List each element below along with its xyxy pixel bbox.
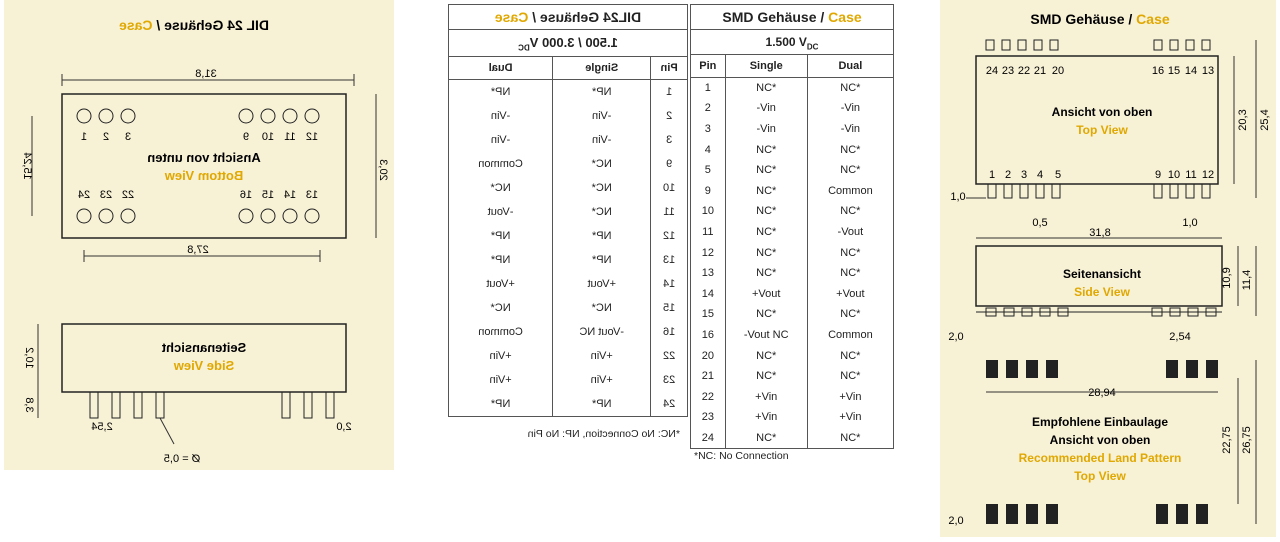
dual-cell: NC* xyxy=(807,78,893,99)
dual-cell: NC* xyxy=(807,263,893,284)
smd-table-title-accent: Case xyxy=(828,9,862,25)
col-dual: Dual xyxy=(807,55,893,78)
dil-table-voltage: 1.500 / 3.000 V xyxy=(529,35,618,50)
table-row xyxy=(449,152,687,176)
pin-cell: 16 xyxy=(701,328,714,341)
dual-cell: NC* xyxy=(807,345,893,366)
table-row xyxy=(691,386,893,407)
dual-cell: Common xyxy=(449,320,553,344)
single-cell: NP* xyxy=(553,392,651,416)
single-cell: NC* xyxy=(725,78,807,99)
smd-pin-label: 3 xyxy=(1020,169,1028,181)
col-pin: Pin xyxy=(651,57,687,80)
single-cell: NC* xyxy=(725,345,807,366)
single-cell: NC* xyxy=(553,152,651,176)
table-row xyxy=(691,201,893,222)
col-pin: Pin xyxy=(691,55,725,78)
smd-dim-1-0: 1,0 xyxy=(950,191,966,203)
dual-cell: +Vout xyxy=(449,272,553,296)
dil-side-de: Seitenansicht xyxy=(161,340,247,355)
dual-cell: Common xyxy=(807,325,893,346)
dual-cell: NC* xyxy=(449,296,553,320)
smd-dim-28-94: 28,94 xyxy=(1088,387,1116,399)
table-row xyxy=(691,345,893,366)
single-cell: NC* xyxy=(725,263,807,284)
smd-pin-table xyxy=(691,55,893,448)
dil-drawing-panel xyxy=(4,0,394,470)
single-cell: NC* xyxy=(725,304,807,325)
single-cell: -Vin xyxy=(553,128,651,152)
dil-pin-label: 12 xyxy=(305,131,319,143)
dual-cell: NP* xyxy=(449,248,553,272)
smd-top-view-de: Ansicht von oben xyxy=(1051,105,1153,119)
single-cell: NC* xyxy=(553,176,651,200)
smd-dim-26-75: 26,75 xyxy=(1241,426,1253,454)
smd-dim-25-4: 25,4 xyxy=(1259,109,1271,131)
table-row xyxy=(691,304,893,325)
single-cell: +Vin xyxy=(553,344,651,368)
dil-pin-label: 24 xyxy=(77,189,91,201)
dil-bottom-body xyxy=(62,94,346,238)
smd-side-en: Side View xyxy=(1074,285,1130,299)
smd-pin-label: 23 xyxy=(1001,65,1015,77)
smd-pin-label: 12 xyxy=(1201,169,1215,181)
dil-pin-label: 14 xyxy=(283,189,297,201)
table-row xyxy=(449,320,687,344)
smd-pin-label: 5 xyxy=(1054,169,1062,181)
dual-cell: NP* xyxy=(449,392,553,416)
pin-cell: 14 xyxy=(663,277,676,290)
smd-dim-10-9: 10,9 xyxy=(1221,267,1233,289)
single-cell: NP* xyxy=(553,248,651,272)
dil-pin-label: 3 xyxy=(124,131,132,143)
single-cell: +Vin xyxy=(725,407,807,428)
smd-dim-2-0: 2,0 xyxy=(948,331,964,343)
single-cell: +Vin xyxy=(553,368,651,392)
dil-pin-label: 11 xyxy=(284,131,296,143)
dil-table-title: DIL24 Gehäuse xyxy=(540,9,642,25)
pin-cell: 10 xyxy=(663,181,676,194)
dil-bottom-view-en: Bottom View xyxy=(164,168,244,183)
table-row xyxy=(449,104,687,128)
dil-side-en: Side View xyxy=(173,358,235,373)
smd-dim-2-0b: 2,0 xyxy=(948,515,964,527)
smd-dim-31-8: 31,8 xyxy=(1089,227,1111,239)
pin-cell: 22 xyxy=(701,390,714,403)
dual-cell: NC* xyxy=(807,160,893,181)
smd-dim-22-75: 22,75 xyxy=(1221,426,1233,454)
dual-cell: NC* xyxy=(807,428,893,449)
table-row xyxy=(449,272,687,296)
single-cell: NC* xyxy=(553,296,651,320)
pin-cell: 3 xyxy=(704,122,711,135)
pin-cell: 11 xyxy=(663,205,675,218)
dual-cell: +Vin xyxy=(449,344,553,368)
table-row xyxy=(691,160,893,181)
dil-bottom-view-de: Ansicht von unten xyxy=(147,150,261,165)
single-cell: NC* xyxy=(725,222,807,243)
dual-cell: NC* xyxy=(807,242,893,263)
pin-cell: 23 xyxy=(701,411,714,424)
smd-table-title: SMD Gehäuse xyxy=(722,9,817,25)
dil-pin-diam: Ø = 0,5 xyxy=(163,453,201,465)
single-cell: NC* xyxy=(725,428,807,449)
dil-dim-pitch: 2,54 xyxy=(91,421,113,433)
table-row xyxy=(449,368,687,392)
single-cell: NC* xyxy=(553,200,651,224)
col-dual: Dual xyxy=(449,57,553,80)
pin-cell: 22 xyxy=(663,349,676,362)
dil-table-note: *NC: No Connection, NP: No Pin xyxy=(527,428,680,440)
table-row xyxy=(449,200,687,224)
dil-dim-rowspan: 27,8 xyxy=(187,244,209,256)
single-cell: NC* xyxy=(725,180,807,201)
dual-cell: NC* xyxy=(807,304,893,325)
smd-land-en1: Recommended Land Pattern xyxy=(1018,451,1182,465)
smd-table-voltage-sub: DC xyxy=(806,42,819,52)
dil-dim-lead: 3,8 xyxy=(23,397,35,413)
smd-table-voltage: 1.500 V xyxy=(765,35,807,49)
dual-cell: NC* xyxy=(449,176,553,200)
pin-cell: 24 xyxy=(701,431,714,444)
dual-cell: NC* xyxy=(807,201,893,222)
single-cell: NC* xyxy=(725,366,807,387)
svg-text:SMD Gehäuse / Case: SMD Gehäuse / Case xyxy=(1030,11,1170,27)
single-cell: +Vout xyxy=(725,283,807,304)
pin-cell: 5 xyxy=(704,164,711,177)
pin-cell: 13 xyxy=(701,267,714,280)
smd-pin-label: 15 xyxy=(1167,65,1181,77)
pin-cell: 15 xyxy=(701,308,714,321)
dil-pin-label: 23 xyxy=(99,189,113,201)
table-row xyxy=(449,176,687,200)
smd-pin-label: 1 xyxy=(988,169,996,181)
table-row xyxy=(691,407,893,428)
table-row xyxy=(691,119,893,140)
table-row xyxy=(691,428,893,449)
smd-top-view-en: Top View xyxy=(1076,123,1128,137)
smd-dim-11-4: 11,4 xyxy=(1241,269,1253,291)
dil-dim-2: 2,0 xyxy=(336,421,352,433)
dil-title-accent: Case xyxy=(119,17,153,33)
dual-cell: -Vin xyxy=(807,98,893,119)
pin-cell: 11 xyxy=(702,225,714,238)
dil-dim-pinspan: 15,24 xyxy=(21,152,33,180)
smd-pin-label: 21 xyxy=(1033,65,1047,77)
dil-pin-label: 13 xyxy=(305,189,319,201)
single-cell: -Vin xyxy=(553,104,651,128)
dil-table-block: DIL24 Gehäuse / Case 1.500 / 3.000 $V_{DC}$ Pin Single Dual 1 NP* NP* 2 -Vin -Vin 3 -Vin -Vin 9 NC* Common 10 NC* NC* 11 NC* -Vout 12 NP* NP* 13 NP* NP* 14 +Vout +Vout 15 NC* NC* 16 -Vout NC Common 22 +Vin +Vin 23 +Vin +Vin 24 NP* NP* *NC: No Connection, NP: No Pin xyxy=(448,4,688,444)
smd-dim-0-5: 0,5 xyxy=(1032,217,1048,229)
single-cell: -Vout NC xyxy=(725,325,807,346)
table-row xyxy=(449,128,687,152)
dil-pin-label: 1 xyxy=(80,131,88,143)
pin-cell: 10 xyxy=(701,205,714,218)
pin-cell: 1 xyxy=(666,85,673,98)
table-row xyxy=(691,283,893,304)
table-row xyxy=(691,222,893,243)
svg-text:DIL 24 Gehäuse / Case: DIL 24 Gehäuse / Case xyxy=(119,17,269,33)
dual-cell: -Vout xyxy=(807,222,893,243)
dual-cell: NP* xyxy=(449,80,553,104)
pin-cell: 13 xyxy=(663,253,676,266)
pin-cell: 16 xyxy=(663,325,676,338)
dil-pin-label: 15 xyxy=(261,189,275,201)
smd-pin-label: 4 xyxy=(1036,169,1044,181)
dual-cell: -Vin xyxy=(449,104,553,128)
dil-pin-table xyxy=(449,57,687,416)
dil-dim-width: 31,8 xyxy=(195,68,217,80)
pin-cell: 4 xyxy=(704,143,711,156)
smd-dim-2-54: 2,54 xyxy=(1169,331,1191,343)
table-row xyxy=(449,80,687,104)
table-row xyxy=(691,325,893,346)
pin-cell: 1 xyxy=(704,82,711,95)
dual-cell: Common xyxy=(807,180,893,201)
smd-table-body xyxy=(691,78,893,449)
smd-dim-1-0b: 1,0 xyxy=(1182,217,1198,229)
pin-cell: 23 xyxy=(663,373,676,386)
smd-drawing-panel xyxy=(940,0,1276,537)
single-cell: -Vin xyxy=(725,119,807,140)
dil-pin-label: 9 xyxy=(242,131,250,143)
dual-cell: +Vin xyxy=(807,407,893,428)
single-cell: NP* xyxy=(553,224,651,248)
smd-pin-label: 14 xyxy=(1184,65,1198,77)
col-single: Single xyxy=(553,57,651,80)
pin-cell: 2 xyxy=(666,109,673,122)
dil-pin-label: 10 xyxy=(261,131,275,143)
table-row xyxy=(691,366,893,387)
dil-pin-label: 22 xyxy=(121,189,135,201)
pin-cell: 14 xyxy=(701,287,714,300)
dil-table-body xyxy=(449,80,687,416)
smd-pin-label: 9 xyxy=(1154,169,1162,181)
table-row xyxy=(691,78,893,99)
col-single: Single xyxy=(725,55,807,78)
smd-pin-label: 10 xyxy=(1167,169,1181,181)
smd-pin-label: 20 xyxy=(1051,65,1065,77)
dil-table-voltage-sub: DC xyxy=(518,43,530,53)
smd-pin-label: 2 xyxy=(1004,169,1012,181)
dual-cell: -Vin xyxy=(807,119,893,140)
table-row xyxy=(691,242,893,263)
dual-cell: +Vout xyxy=(807,283,893,304)
single-cell: +Vout xyxy=(553,272,651,296)
table-row xyxy=(449,392,687,416)
pin-cell: 12 xyxy=(701,246,714,259)
pin-cell: 3 xyxy=(666,133,673,146)
single-cell: NC* xyxy=(725,201,807,222)
smd-drawing-svg xyxy=(940,0,1276,537)
dil-dim-side-height: 10,2 xyxy=(23,347,35,369)
pin-cell: 20 xyxy=(701,349,714,362)
pin-cell: 12 xyxy=(663,229,676,242)
smd-table-note: *NC: No Connection xyxy=(694,450,789,462)
table-row xyxy=(449,344,687,368)
single-cell: +Vin xyxy=(725,386,807,407)
pin-cell: 24 xyxy=(663,397,676,410)
table-row xyxy=(691,180,893,201)
dual-cell: NC* xyxy=(807,366,893,387)
smd-pin-label: 24 xyxy=(985,65,999,77)
pin-cell: 15 xyxy=(663,301,676,314)
single-cell: NC* xyxy=(725,242,807,263)
dil-pin-label: 16 xyxy=(239,189,253,201)
smd-pin-label: 11 xyxy=(1185,169,1197,181)
dil-table-title-accent: Case xyxy=(494,9,529,25)
smd-dim-20-3: 20,3 xyxy=(1237,109,1249,131)
pin-cell: 9 xyxy=(666,157,673,170)
single-cell: NP* xyxy=(553,80,651,104)
table-row xyxy=(691,263,893,284)
smd-title: SMD Gehäuse xyxy=(1030,11,1125,27)
smd-land-de1: Empfohlene Einbaulage xyxy=(1031,415,1169,429)
pin-cell: 21 xyxy=(701,370,714,383)
dil-pin-label: 2 xyxy=(102,131,110,143)
single-cell: -Vin xyxy=(725,98,807,119)
single-cell: -Vout NC xyxy=(553,320,651,344)
dil-drawing-svg xyxy=(4,0,394,470)
table-row xyxy=(449,248,687,272)
table-row xyxy=(449,296,687,320)
pin-cell: 9 xyxy=(704,184,711,197)
single-cell: NC* xyxy=(725,139,807,160)
smd-pin-label: 13 xyxy=(1201,65,1215,77)
smd-table-block: SMD Gehäuse / Case 1.500 $V_{DC}$ Pin Single Dual 1 NC* NC* 2 -Vin -Vin 3 -Vin -Vin 4 NC* NC* 5 NC* NC* 9 NC* Common 10 NC* NC* 11 NC* -Vout 12 NC* NC* 13 NC* NC* 14 +Vout +Vout 15 NC* NC* 16 -Vout NC Common 20 NC* NC* 21 NC* NC* 22 +Vin +Vin 23 +Vin +Vin 24 NC* NC* *NC: No Connection xyxy=(690,4,894,464)
single-cell: NC* xyxy=(725,160,807,181)
smd-title-accent: Case xyxy=(1136,11,1170,27)
dil-dim-height: 20,3 xyxy=(377,159,389,181)
table-row xyxy=(691,139,893,160)
pin-cell: 2 xyxy=(704,102,711,115)
smd-side-de: Seitenansicht xyxy=(1062,267,1142,281)
table-row xyxy=(449,224,687,248)
dual-cell: NP* xyxy=(449,224,553,248)
smd-pin-label: 16 xyxy=(1151,65,1165,77)
table-row xyxy=(691,98,893,119)
smd-land-en2: Top View xyxy=(1074,469,1126,483)
dual-cell: +Vin xyxy=(807,386,893,407)
dil-title: DIL 24 Gehäuse xyxy=(164,17,269,33)
smd-land-de2: Ansicht von oben xyxy=(1049,433,1151,447)
dual-cell: -Vout xyxy=(449,200,553,224)
dual-cell: +Vin xyxy=(449,368,553,392)
smd-pin-label: 22 xyxy=(1017,65,1031,77)
dual-cell: Common xyxy=(449,152,553,176)
dual-cell: -Vin xyxy=(449,128,553,152)
dual-cell: NC* xyxy=(807,139,893,160)
